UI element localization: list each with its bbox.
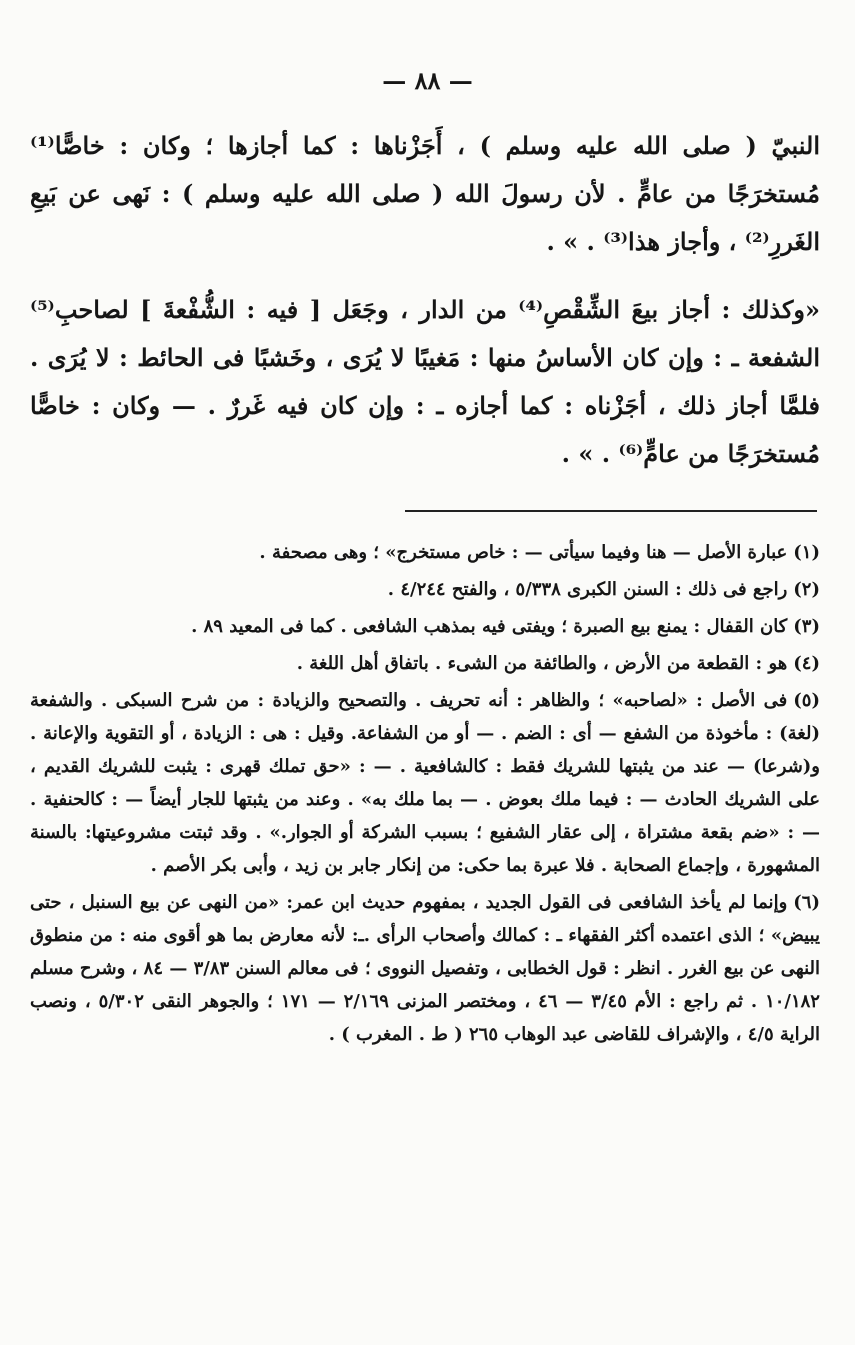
footnote-6 xyxy=(30,886,820,1051)
footnote-text: عبارة الأصل — هنا وفيما سيأتى — : خاص مستخرج» ؛ وهى مصحفة . xyxy=(259,542,788,563)
paragraph-1: النبيّ ( صلى الله عليه وسلم ) ، أَجَزْناها : كما أجازها ؛ وكان : خاصًّا⁽¹⁾ مُستخرَجًا من عامٍّ . لأن رسولَ الله ( صلى الله عليه وسلم ) : نَهى عن بَيعِ الغَررِ⁽²⁾ ، وأجاز هذا⁽³⁾ . » . xyxy=(30,131,820,256)
paragraph-2: «وكذلك : أجاز بيعَ الشِّقْصِ⁽⁴⁾ من الدار ، وجَعَل [ فيه : الشُّفْعةَ ] لصاحبِ⁽⁵⁾ الشفعة ـ : وإن كان الأساسُ منها : مَغيبًا لا يُرَى ، وخَشبًا فى الحائط : لا يُرَى . فلمَّا أجاز ذلك ، أجَزْناه : كما أجازه ـ : وإن كان فيه غَررٌ . — وكان : خاصًّا مُستخرَجًا من عامٍّ⁽⁶⁾ . » . xyxy=(30,295,820,468)
footnote-mark: (٤) xyxy=(793,653,820,674)
footnote-mark: (٦) xyxy=(793,892,820,913)
footnote-mark: (١) xyxy=(793,542,820,563)
main-text xyxy=(30,122,820,478)
page-number: — ٨٨ — xyxy=(382,66,473,95)
footnote-5 xyxy=(30,684,820,882)
footnote-text: هو : القطعة من الأرض ، والطائفة من الشىء . باتفاق أهل اللغة . xyxy=(296,653,788,674)
footnote-mark: (٢) xyxy=(793,579,820,600)
footnote-2 xyxy=(30,573,820,606)
footnote-3 xyxy=(30,610,820,643)
footnote-text: وإنما لم يأخذ الشافعى فى القول الجديد ، بمفهوم حديث ابن عمر: «من النهى عن بيع السنبل ، حتى يبيض» ؛ الذى اعتمده أكثر الفقهاء ـ : كمالك وأصحاب الرأى .ـ: لأنه معارض بما هو أقوى منه : من منطوق النهى عن بيع الغرر . انظر : قول الخطابى ، وتفصيل النووى ؛ فى معالم السنن ٣/٨٣ — ٨٤ ، وشرح مسلم ١٠/١٨٢ . ثم راجع : الأم ٣/٤٥ — ٤٦ ، ومختصر المزنى ٢/١٦٩ — ١٧١ ؛ والجوهر النقى ٥/٣٠٢ ، ونصب الراية ٤/٥ ، والإشراف للقاضى عبد الوهاب ٢٦٥ ( ط . المغرب ) . xyxy=(30,892,820,1045)
footnote-separator xyxy=(405,510,817,512)
footnote-text: راجع فى ذلك : السنن الكبرى ٥/٣٣٨ ، والفتح ٤/٢٤٤ . xyxy=(387,579,788,600)
footnote-1 xyxy=(30,536,820,569)
footnote-mark: (٥) xyxy=(793,690,820,711)
footnote-text: فى الأصل : «لصاحبه» ؛ والظاهر : أنه تحريف . والتصحيح والزيادة : من شرح السبكى . والشفعة (لغة) : مأخوذة من الشفع — أى : الضم . — أو من الشفاعة. وقيل : هى : الزيادة ، أو التقوية والإعانة . و(شرعا) — عند من يثبتها للشريك فقط : كالشافعية . — : «حق تملك قهرى : يثبت للشريك القديم ، على الشريك الحادث — : فيما ملك بعوض . — بما ملك به» . وعند من يثبتها للجار أيضاً — : كالحنفية . — : «ضم بقعة مشتراة ، إلى عقار الشفيع ؛ بسبب الشركة أو الجوار.» . وقد ثبتت مشروعيتها: بالسنة المشهورة ، وإجماع الصحابة . فلا عبرة بما حكى: من إنكار جابر بن زيد ، وأبى بكر الأصم . xyxy=(30,690,820,876)
footnote-mark: (٣) xyxy=(793,616,820,637)
footnotes xyxy=(30,536,820,1055)
footnote-4 xyxy=(30,647,820,680)
footnote-text: كان القفال : يمنع بيع الصبرة ؛ ويفتى فيه بمذهب الشافعى . كما فى المعيد ٨٩ . xyxy=(191,616,788,637)
